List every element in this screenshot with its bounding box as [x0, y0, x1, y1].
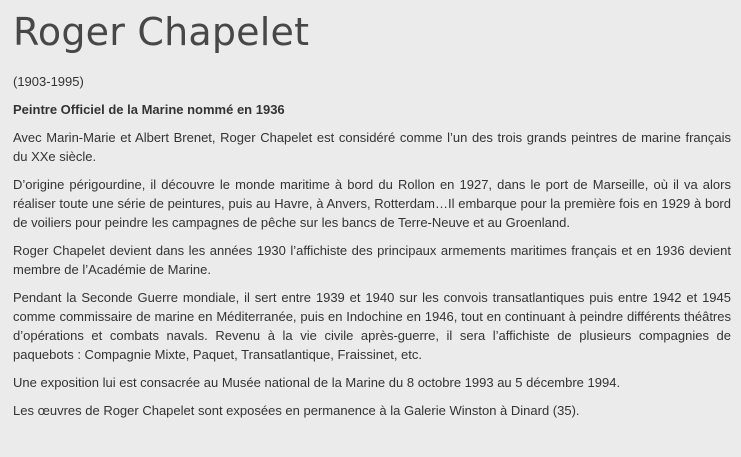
page-title: Roger Chapelet — [13, 10, 310, 54]
paragraph-gallery: Les œuvres de Roger Chapelet sont exposées en permanence à la Galerie Winston à Dinard (35). — [13, 403, 580, 418]
life-dates: (1903-1995) — [13, 74, 84, 89]
paragraph-origins: D’origine périgourdine, il découvre le monde maritime à bord du Rollon en 1927, dans le port de Marseille, où il va alors réaliser toute une série de peintures, puis au Havre, à Anvers, Rotterdam…Il embarque pour la première fois en 1929 à bord de voiliers pour peindre les campagnes de pêche sur les bancs de Terre-Neuve et au Groenland. — [13, 177, 731, 230]
paragraph-intro: Avec Marin-Marie et Albert Brenet, Roger Chapelet est considéré comme l’un des trois grands peintres de marine français du XXe siècle. — [13, 130, 731, 164]
paragraph-war: Pendant la Seconde Guerre mondiale, il sert entre 1939 et 1940 sur les convois transatlantiques puis entre 1942 et 1945 comme commissaire de marine en Méditerranée, puis en Indochine en 1946, tout en continuant à peindre différents théâtres d’opérations et combats navals. Revenu à la vie civile après-guerre, il sera l’affichiste de plusieurs compagnies de paquebots : Compagnie Mixte, Paquet, Transatlantique, Fraissinet, etc. — [13, 290, 731, 362]
subtitle: Peintre Officiel de la Marine nommé en 1936 — [13, 102, 285, 117]
paragraph-exhibition: Une exposition lui est consacrée au Musée national de la Marine du 8 octobre 1993 au 5 décembre 1994. — [13, 375, 621, 390]
paragraph-poster-artist: Roger Chapelet devient dans les années 1930 l’affichiste des principaux armements maritimes français et en 1936 devient membre de l’Académie de Marine. — [13, 243, 731, 277]
